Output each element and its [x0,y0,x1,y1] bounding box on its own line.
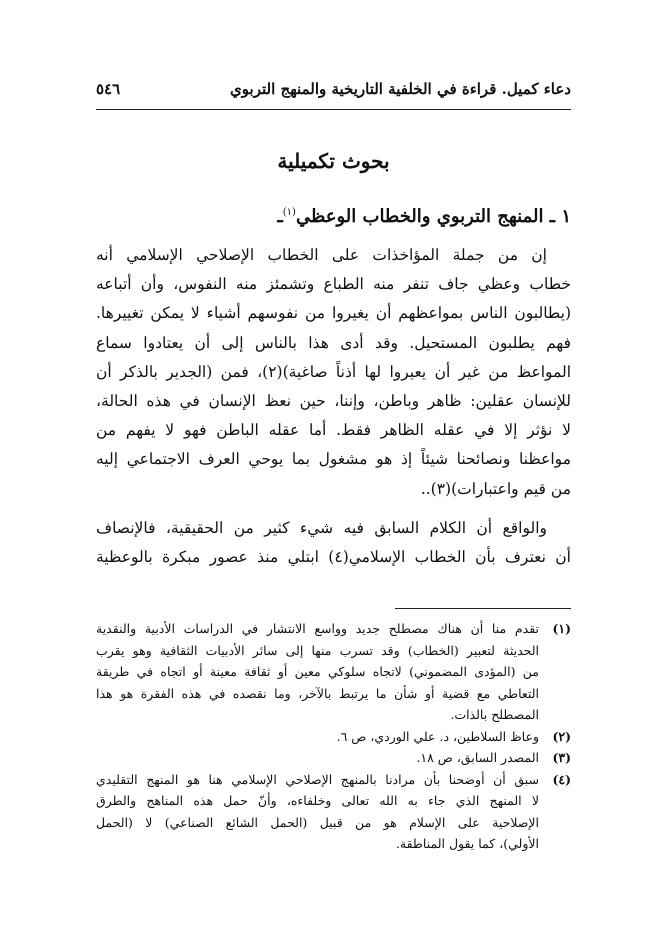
footnote-body [96,618,539,726]
footnote-body [96,747,539,769]
footnote-number: (١) [552,621,571,636]
footnote-separator [395,608,571,609]
paragraph-2 [96,514,571,572]
footnote-number: (٢) [552,728,571,744]
text-line: أن نعترف بأن الخطاب الإسلامي(٤) ابتلي منذ عصور مبكرة بالوعظية [96,547,571,566]
text-line: مواعظنا ونصائحنا شيئاً إذ هو مشغول بما يوحي العرف الاجتماعي إليه [96,450,571,469]
text-line: فهم يطلبون المستحيل. وقد أدى هذا بالناس إلى أن يعتادوا سماع [96,333,571,352]
subsection-heading-end: ـ [277,206,283,227]
page-number: ٥٤٦ [96,80,121,98]
footnote-line: من (المؤدى المضموني) لاتجاه سلوكي معين أو ثقافة معينة أو اتجاه في طريقة [96,664,539,679]
paragraph-gap [96,504,571,514]
footnote-line: تقدم منا أن هناك مصطلح جديد وواسع الانتشار في الدراسات الأدبية والنقدية [96,621,539,636]
footnote-line: التعاطي مع قضية أو شأن ما يرتبط بالآخر، وما نقصده في هذه الفقرة هو هذا [96,685,539,701]
footnote-line: الحديثة لتعبير (الخطاب) وقد تسرب منها إلى سائر الأدبيات الثقافية وهو يقرب [96,642,539,658]
body-text [96,241,571,572]
text-line: (يطالبون الناس بمواعظهم أن يغيروا من نفوسهم أشياء لا يمكن تغييرها. [96,304,571,323]
footnote-line: الإصلاحية على الإسلام هو من قبيل (الحمل الشائع الصناعي) لا (الحمل [96,814,539,830]
footnote-4 [96,769,571,855]
footnote-body [96,769,539,855]
running-title: دعاء كميل. قراءة في الخلفية التاريخية والمنهج التربوي [230,80,571,98]
text-line: المواعظ من غير أن يعيروا لها أذناً صاغية)(٢)، فمن (الجدير بالذكر أن [96,362,571,381]
footnote-line: سبق أن أوضحنا بأن مرادنا بالمنهج الإصلاحي الإسلامي هنا هو المنهج التقليدي [96,771,539,787]
footnote-1 [96,618,571,726]
text-line: لا نؤثر إلا في عقله الظاهر فقط. أما عقله الباطن فهو لا يفهم من [96,421,571,440]
text-line: للإنسان عقلين: ظاهر وباطن، وإننا، حين نعظ الإنسان في هذه الحالة، [96,391,571,410]
text-line: خطاب وعظي جاف تنفر منه الطباع وتشمئز منه النفوس، وأن أتباعه [96,275,571,294]
footnote-line: وعاظ السلاطين، د. علي الوردي، ص ٦. [336,728,539,744]
footnote-2 [96,726,571,748]
footnote-line: الأولي)، كما يقول المناطقة. [395,836,539,851]
footnote-ref-1: (١) [282,207,296,218]
footnote-number: (٣) [552,750,571,765]
text-line: من قيم واعتبارات)(٣).. [420,479,571,498]
footnote-line: لا المنهج الذي جاء به الله تعالى وخلفاءه، وأنّ حمل هذه المناهج والطرق [96,793,539,808]
subsection-heading-text: ١ ـ المنهج التربوي والخطاب الوعظي [295,206,571,227]
footnote-line: المصطلح بالذات. [450,707,539,722]
paragraph-1 [96,241,571,504]
footnotes [96,618,571,855]
footnote-number: (٤) [552,771,571,787]
footnote-body [96,726,539,748]
text-line: إن من جملة المؤاخذات على الخطاب الإصلاحي الإسلامي أنه [96,246,547,264]
subsection-heading [96,202,571,232]
section-title: بحوث تكميلية [277,149,390,173]
running-header [96,76,571,102]
text-line: والواقع أن الكلام السابق فيه شيء كثير من الحقيقية، فالإنصاف [96,518,547,537]
footnote-3 [96,747,571,769]
footnote-line: المصدر السابق، ص ١٨. [416,750,539,765]
header-rule [96,109,571,110]
